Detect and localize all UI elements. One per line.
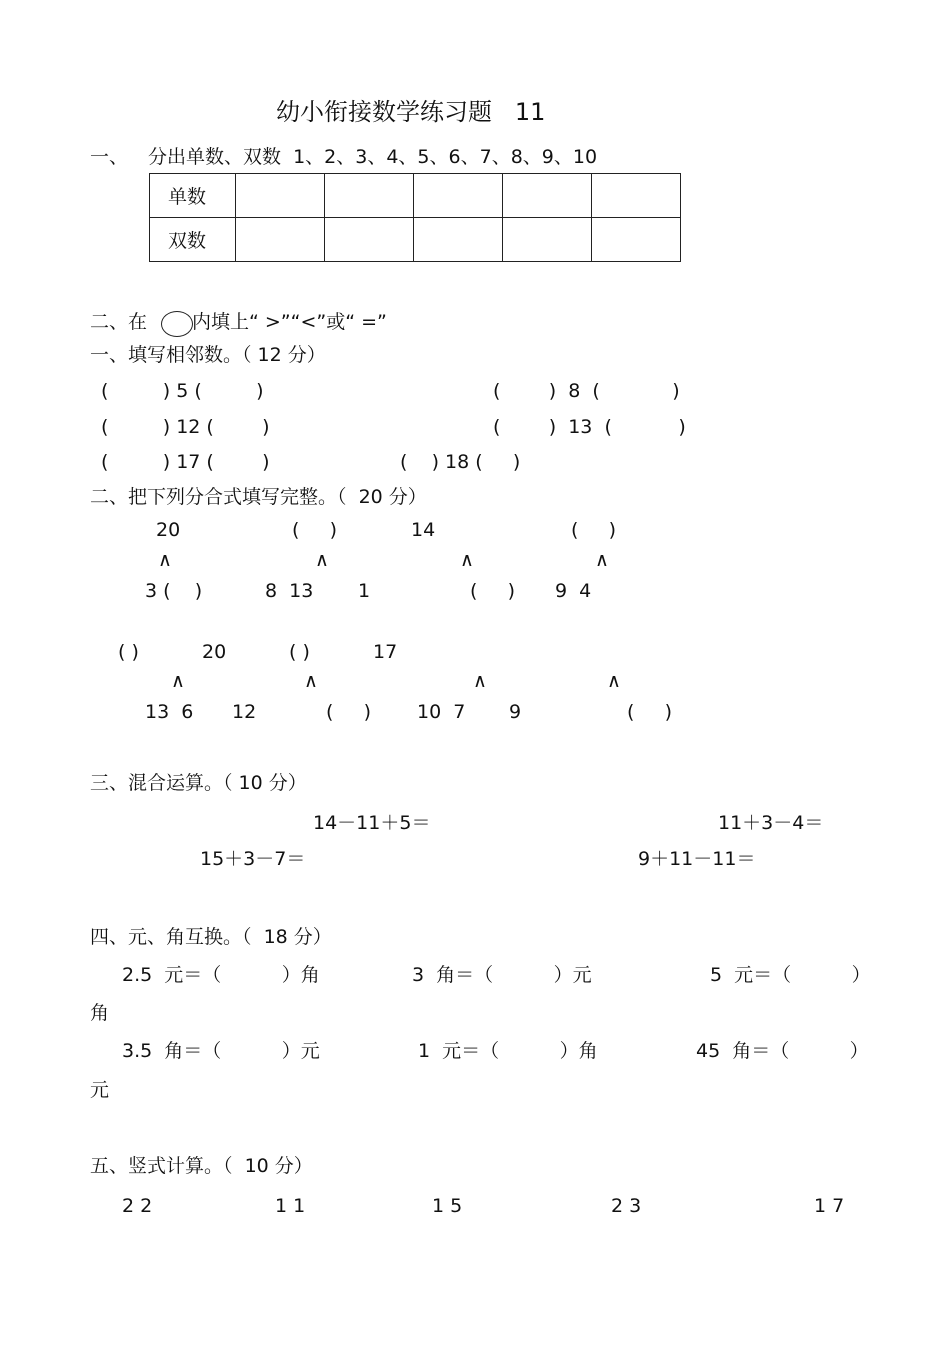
compare-instruction-end: 内填上“ >”“<”或“ =” bbox=[192, 311, 387, 333]
split-branch: ∧ bbox=[460, 549, 474, 571]
neighbor-row: ( ) 17 ( ) bbox=[101, 451, 270, 473]
answer-cell[interactable] bbox=[236, 218, 325, 262]
equation: 15＋3－7＝ bbox=[200, 848, 306, 870]
answer-cell[interactable] bbox=[325, 218, 414, 262]
table-row bbox=[150, 174, 681, 218]
conversion-item: 3 角＝（ ）元 bbox=[412, 964, 592, 986]
circle-icon bbox=[161, 311, 193, 337]
neighbor-row: ( ) 12 ( ) bbox=[101, 416, 270, 438]
neighbor-heading: 一、填写相邻数。（ 12 分） bbox=[90, 344, 326, 366]
split-bottom-number: 10 7 bbox=[417, 701, 466, 723]
vertical-number: 1 1 bbox=[275, 1195, 306, 1217]
vertical-number: 2 3 bbox=[611, 1195, 642, 1217]
split-top-number: 20 bbox=[202, 641, 227, 663]
answer-cell[interactable] bbox=[414, 218, 503, 262]
split-branch: ∧ bbox=[315, 549, 329, 571]
table-row bbox=[150, 218, 681, 262]
mixed-heading: 三、混合运算。（ 10 分） bbox=[90, 772, 307, 794]
neighbor-row: ( ) 18 ( ) bbox=[400, 451, 521, 473]
equation: 9＋11－11＝ bbox=[638, 848, 756, 870]
vertical-number: 1 7 bbox=[814, 1195, 845, 1217]
conversion-unit-wrap: 元 bbox=[90, 1079, 110, 1101]
split-top-number: 20 bbox=[156, 519, 181, 541]
vertical-number: 1 5 bbox=[432, 1195, 463, 1217]
money-heading: 四、元、角互换。（ 18 分） bbox=[90, 926, 332, 948]
conversion-item: 3.5 角＝（ ）元 bbox=[122, 1040, 320, 1062]
split-branch: ∧ bbox=[607, 670, 621, 692]
odd-even-table bbox=[149, 173, 681, 262]
section-1-instruction: 分出单数、双数 1、2、3、4、5、6、7、8、9、10 bbox=[148, 146, 598, 168]
split-branch: ∧ bbox=[158, 549, 172, 571]
split-bottom-number: 1 bbox=[358, 580, 371, 602]
answer-cell[interactable] bbox=[414, 174, 503, 218]
split-top-number: ( ) bbox=[289, 641, 310, 663]
split-bottom-number: 9 4 bbox=[555, 580, 592, 602]
conversion-item: 2.5 元＝（ ）角 bbox=[122, 964, 320, 986]
split-branch: ∧ bbox=[473, 670, 487, 692]
equation: 11＋3－4＝ bbox=[718, 812, 824, 834]
even-row-label: 双数 bbox=[150, 218, 236, 262]
split-branch: ∧ bbox=[171, 670, 185, 692]
answer-cell[interactable] bbox=[592, 174, 681, 218]
vertical-heading: 五、竖式计算。（ 10 分） bbox=[90, 1155, 313, 1177]
split-top-number: ( ) bbox=[118, 641, 139, 663]
section-1-number: 一、 bbox=[90, 146, 129, 168]
neighbor-row: ( ) 13 ( ) bbox=[493, 416, 686, 438]
split-branch: ∧ bbox=[595, 549, 609, 571]
split-top-number: 14 bbox=[411, 519, 436, 541]
answer-cell[interactable] bbox=[592, 218, 681, 262]
split-branch: ∧ bbox=[304, 670, 318, 692]
split-top-number: 17 bbox=[373, 641, 398, 663]
answer-cell[interactable] bbox=[503, 218, 592, 262]
split-top-number: ( ) bbox=[292, 519, 338, 541]
split-bottom-number: 12 bbox=[232, 701, 257, 723]
split-heading: 二、把下列分合式填写完整。（ 20 分） bbox=[90, 486, 427, 508]
neighbor-row: ( ) 8 ( ) bbox=[493, 380, 680, 402]
vertical-number: 2 2 bbox=[122, 1195, 153, 1217]
compare-instruction-start: 二、在 bbox=[90, 311, 148, 333]
split-bottom-number: ( ) bbox=[326, 701, 372, 723]
neighbor-row: ( ) 5 ( ) bbox=[101, 380, 264, 402]
conversion-unit-wrap: 角 bbox=[90, 1002, 110, 1024]
page-title: 幼小衔接数学练习题 11 bbox=[276, 98, 546, 126]
split-top-number: ( ) bbox=[571, 519, 617, 541]
split-bottom-number: 9 bbox=[509, 701, 522, 723]
answer-cell[interactable] bbox=[236, 174, 325, 218]
split-bottom-number: ( ) bbox=[470, 580, 516, 602]
conversion-item: 45 角＝（ ） bbox=[696, 1040, 869, 1062]
equation: 14－11＋5＝ bbox=[313, 812, 431, 834]
split-bottom-number: 3 ( ) bbox=[145, 580, 203, 602]
conversion-item: 1 元＝（ ）角 bbox=[418, 1040, 598, 1062]
split-bottom-number: 8 13 bbox=[265, 580, 314, 602]
odd-row-label: 单数 bbox=[150, 174, 236, 218]
answer-cell[interactable] bbox=[325, 174, 414, 218]
split-bottom-number: ( ) bbox=[627, 701, 673, 723]
conversion-item: 5 元＝（ ） bbox=[710, 964, 871, 986]
split-bottom-number: 13 6 bbox=[145, 701, 194, 723]
answer-cell[interactable] bbox=[503, 174, 592, 218]
